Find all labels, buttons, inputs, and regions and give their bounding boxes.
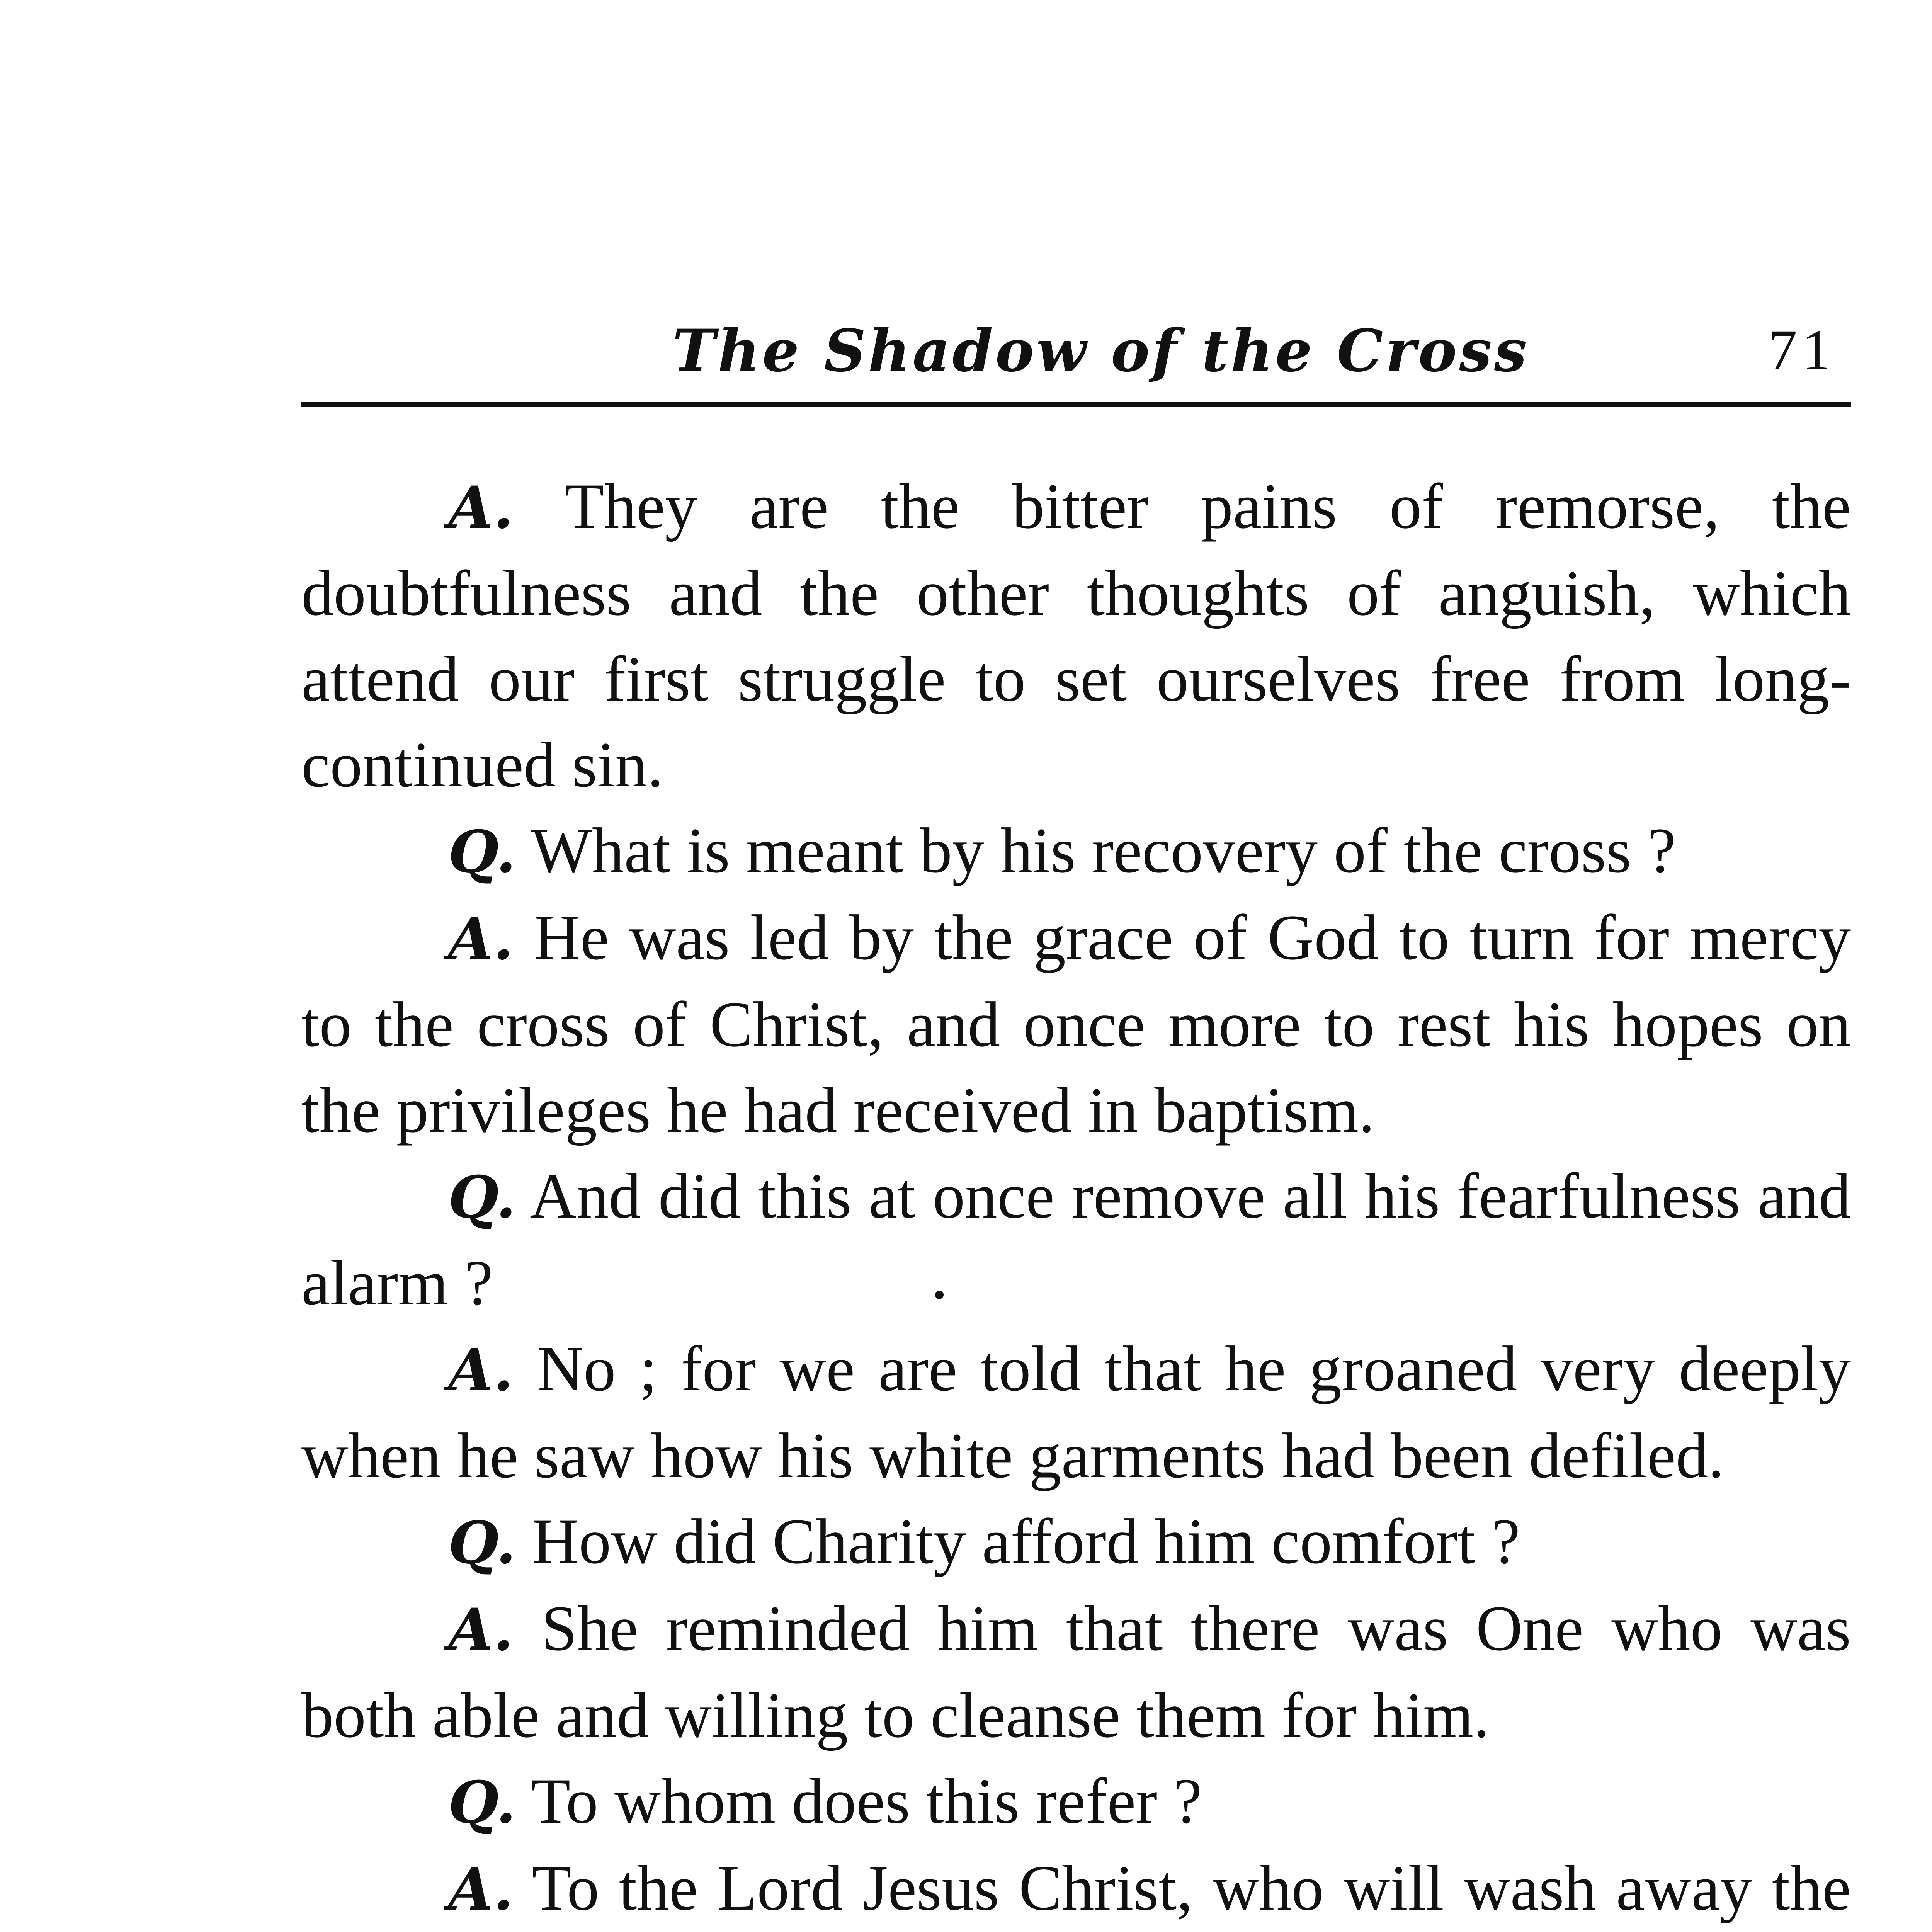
question-marker: Q. xyxy=(448,1769,516,1837)
answer-marker: A. xyxy=(448,905,514,973)
paragraph-question xyxy=(301,1499,1851,1586)
paragraph-text: She reminded him that there was One who was both able and willing to cleanse them for him. xyxy=(301,1593,1851,1751)
catechism-text xyxy=(301,464,1851,1932)
question-marker: Q. xyxy=(448,818,516,886)
paragraph-question xyxy=(301,1153,1851,1326)
paragraph-question xyxy=(301,808,1851,895)
question-marker: Q. xyxy=(448,1163,516,1231)
paragraph-text: And did this at once remove all his fearfulness and alarm ? xyxy=(301,1160,1851,1319)
answer-marker: A. xyxy=(448,474,514,542)
paragraph-question xyxy=(301,1759,1851,1845)
paragraph-answer xyxy=(301,895,1851,1153)
paragraph-text: How did Charity afford him comfort ? xyxy=(516,1506,1520,1577)
paragraph-text: What is meant by his recovery of the cross ? xyxy=(516,815,1676,886)
paragraph-answer xyxy=(301,1586,1851,1759)
paragraph-text: He was led by the grace of God to turn for mercy to the cross of Christ, and once more to rest his hopes on the privileges he had received in baptism. xyxy=(301,902,1851,1146)
scan-speck xyxy=(935,1291,944,1299)
running-title: The Shadow of the Cross xyxy=(672,317,1529,385)
paragraph-text: They are the bitter pains of remorse, the doubtfulness and the other thoughts of anguish, which attend our first struggle to set ourselves free from long-continued sin. xyxy=(301,471,1851,801)
paragraph-answer xyxy=(301,1845,1851,1932)
answer-marker: A. xyxy=(448,1855,514,1923)
paragraph-text: To the Lord Jesus Christ, who will wash away the xyxy=(532,1852,1851,1924)
question-marker: Q. xyxy=(448,1509,516,1577)
answer-marker: A. xyxy=(448,1336,514,1404)
running-header xyxy=(301,301,1851,402)
answer-marker: A. xyxy=(448,1596,514,1664)
header-rule xyxy=(301,402,1851,407)
paragraph-answer xyxy=(301,1326,1851,1499)
paragraph-answer xyxy=(301,464,1851,808)
page-number: 71 xyxy=(1768,318,1835,382)
paragraph-text: No ; for we are told that he groaned very deeply when he saw how his white garments had been defiled. xyxy=(301,1333,1851,1492)
paragraph-text: To whom does this refer ? xyxy=(516,1765,1202,1837)
